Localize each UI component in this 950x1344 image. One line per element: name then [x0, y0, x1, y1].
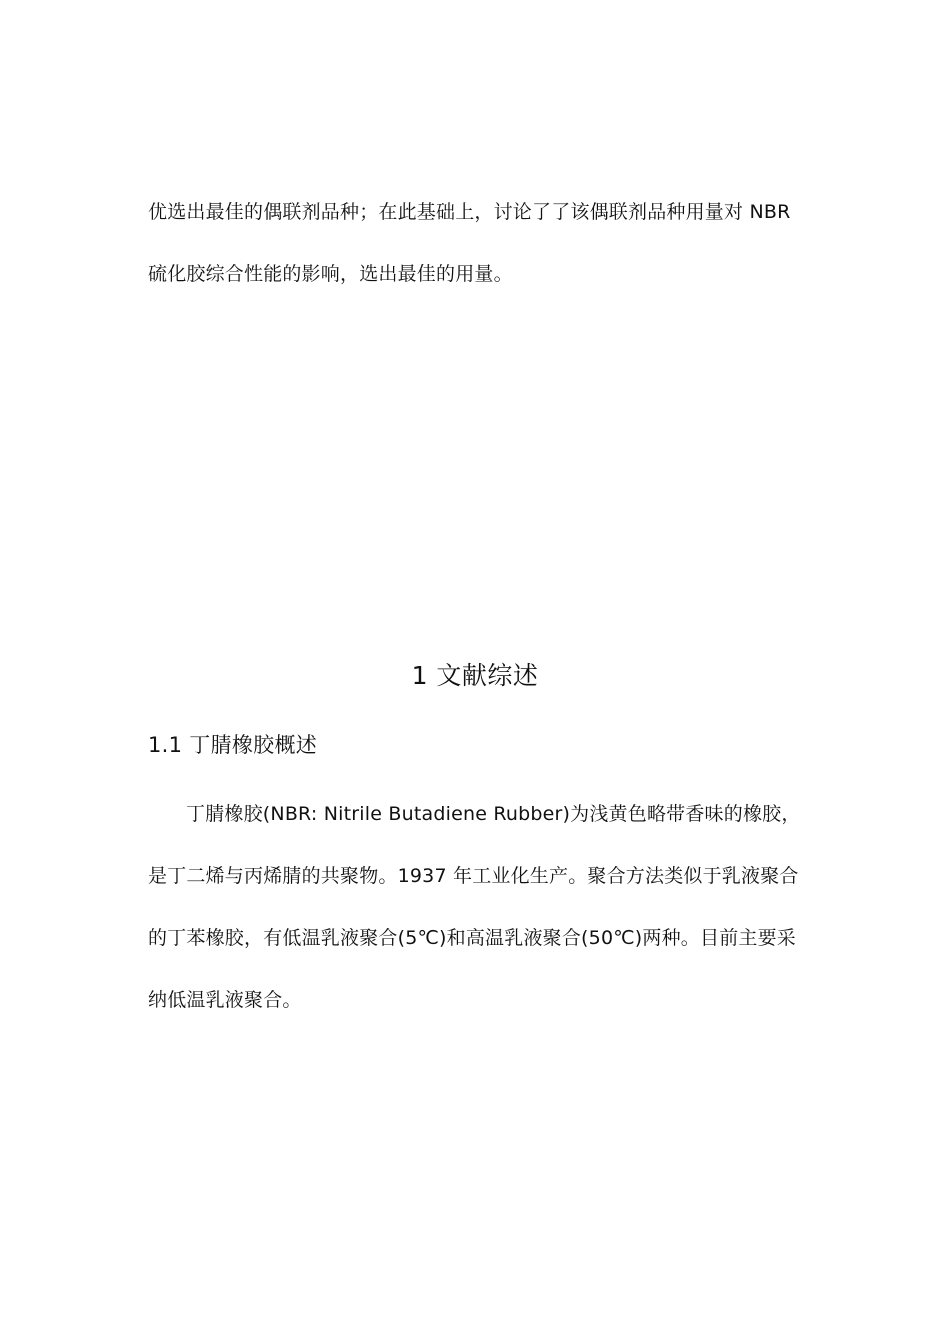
- intro-line-2: 硫化胶综合性能的影响，选出最佳的用量。: [148, 263, 513, 285]
- paragraph-line-2: 是丁二烯与丙烯腈的共聚物。1937 年工业化生产。聚合方法类似于乳液聚合: [148, 865, 799, 887]
- paragraph-line-4: 纳低温乳液聚合。: [148, 989, 302, 1011]
- section-title: 1.1 丁腈橡胶概述: [148, 733, 318, 757]
- chapter-title: 1 文献综述: [411, 661, 539, 690]
- paragraph-line-3: 的丁苯橡胶，有低温乳液聚合(5℃)和高温乳液聚合(50℃)两种。目前主要采: [148, 927, 796, 949]
- intro-line-1: 优选出最佳的偶联剂品种；在此基础上，讨论了了该偶联剂品种用量对 NBR: [148, 201, 791, 223]
- paragraph-line-1: 丁腈橡胶(NBR: Nitrile Butadiene Rubber)为浅黄色略带香味的橡胶，: [186, 803, 801, 825]
